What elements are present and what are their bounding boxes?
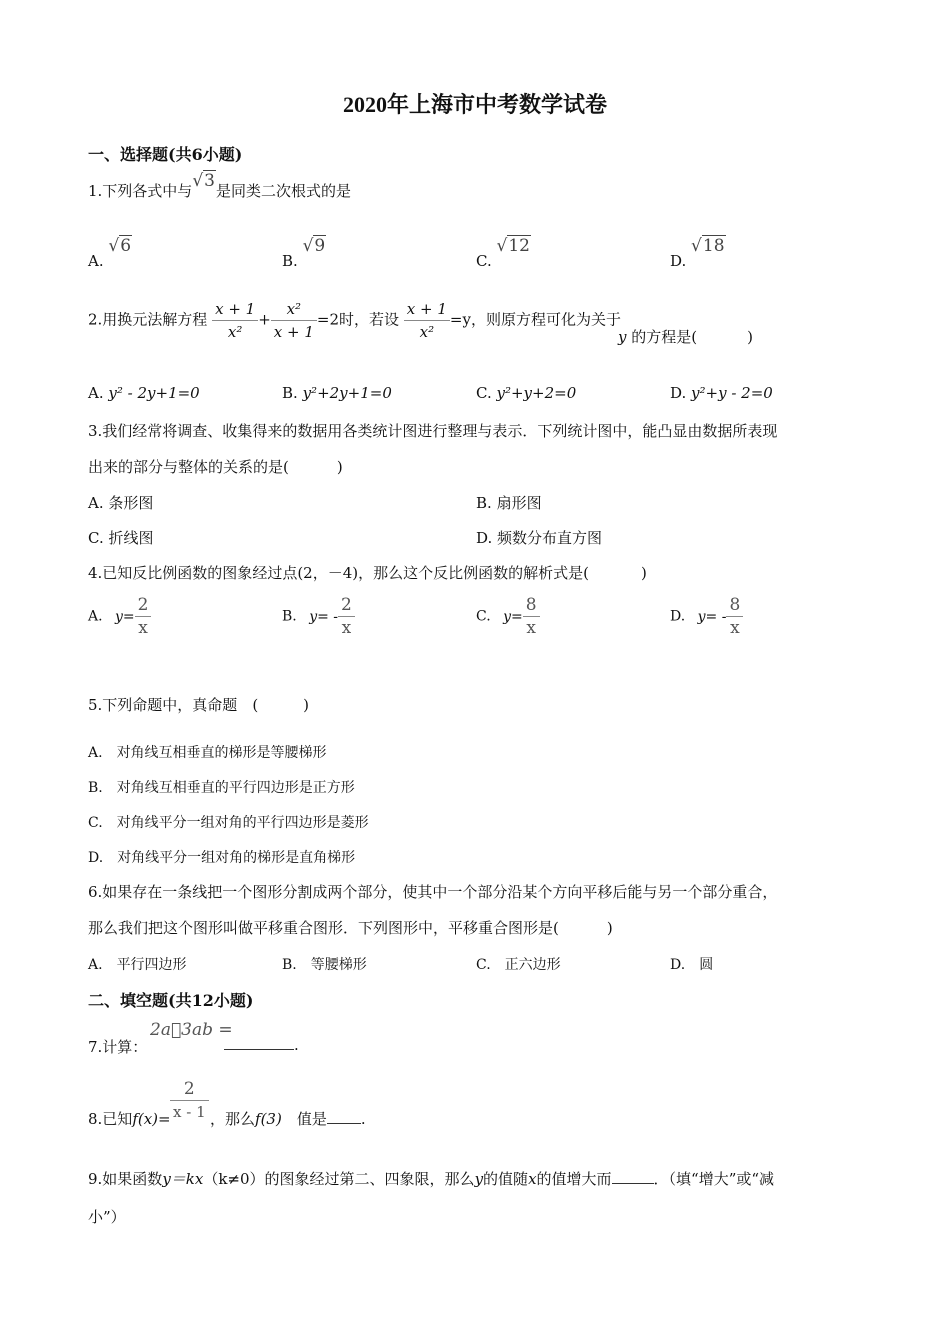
q6-option-d[interactable]: D. 圆 [670,957,714,973]
q5-option-d[interactable]: D. 对角线平分一组对角的梯形是直角梯形 [88,850,356,866]
question-1 [88,171,351,201]
q6-option-c[interactable]: C. 正六边形 [476,957,561,973]
q2-option-b[interactable]: B. y²+2y+1=0 [282,384,392,402]
sqrt-3: √3 [192,171,215,191]
q1-option-d[interactable]: D. √18 [670,236,725,270]
q7-expression: 2a􏿾3ab = [150,1020,233,1040]
q8-answer-blank[interactable] [327,1123,361,1124]
q5-option-c[interactable]: C. 对角线平分一组对角的平行四边形是菱形 [88,815,369,831]
question-2-tail: y 的方程是( ) [618,328,753,346]
q6-option-a[interactable]: A. 平行四边形 [88,957,187,973]
q4-option-a[interactable]: A. y= $\frac{2}{x}$ [88,596,151,637]
page-title: 2020年上海市中考数学试卷 [342,92,607,117]
question-4: 4.已知反比例函数的图象经过点(2，－4)，那么这个反比例函数的解析式是( ) [88,564,647,582]
q3-option-c[interactable]: C. 折线图 [88,529,154,547]
q3-option-a[interactable]: A. 条形图 [88,494,154,512]
q5-option-a[interactable]: A. 对角线互相垂直的梯形是等腰梯形 [88,745,327,761]
question-8: 8.已知f(x)= [88,1110,171,1128]
q4-option-c[interactable]: C. y= $\frac{8}{x}$ [476,596,540,637]
fraction-1: $\frac{x + 1}{\text{x²}}$ [212,300,258,341]
q2-option-c[interactable]: C. y²+y+2=0 [476,384,577,402]
q2-option-d[interactable]: D. y²+y - 2=0 [670,384,773,402]
q1-option-b[interactable]: B. √9 [282,236,326,270]
q5-option-b[interactable]: B. 对角线互相垂直的平行四边形是正方形 [88,780,355,796]
question-3-line-2: 出来的部分与整体的关系的是( ) [88,458,343,476]
question-8-tail: ，那么f(3) 值是 . [210,1110,366,1128]
question-6-line-2: 那么我们把这个图形叫做平移重合图形．下列图形中，平移重合图形是( ) [88,919,613,937]
q6-option-b[interactable]: B. 等腰梯形 [282,957,367,973]
q4-option-d[interactable]: D. y= - $\frac{8}{x}$ [670,596,743,637]
section-heading-choice: 一、选择题(共6小题) [88,145,243,164]
q9-answer-blank[interactable] [612,1183,654,1184]
question-3-line-1: 3.我们经常将调查、收集得来的数据用各类统计图进行整理与表示．下列统计图中，能凸显由数据所表现 [88,422,778,440]
question-9-line-2: 小”） [88,1208,126,1226]
q1-option-a[interactable]: A. √6 [88,236,132,270]
q1-option-c[interactable]: C. √12 [476,236,530,270]
q2-option-a[interactable]: A. y² - 2y+1=0 [88,384,200,402]
question-6-line-1: 6.如果存在一条线把一个图形分割成两个部分，使其中一个部分沿某个方向平移后能与另一个部分重合， [88,883,778,901]
q7-answer-blank[interactable]: . [224,1036,299,1054]
fraction-3: $\frac{x + 1}{\text{x²}}$ [404,300,450,341]
section-heading-fill: 二、填空题(共12小题) [88,991,254,1010]
question-9-line-1: 9.如果函数y＝kx（k≠0）的图象经过第二、四象限，那么y的值随x的值增大而 ．（填“增大”或“减 [88,1170,775,1188]
question-2: 2.用换元法解方程 $\frac{x + 1}{\text{x²}}$ + $\frac{\text{x²}}{x + 1}$ =2时，若设 $\frac{x + 1}{\text{x²}}$ =y，则原方程可化为关于 [88,300,621,341]
question-7: 7.计算： [88,1038,148,1056]
question-1-text-b: 是同类二次根式的是 [215,182,351,200]
question-5: 5.下列命题中，真命题 ( ) [88,696,310,714]
q3-option-d[interactable]: D. 频数分布直方图 [476,529,603,547]
fraction-2: $\frac{\text{x²}}{x + 1}$ [271,300,317,341]
q4-option-b[interactable]: B. y= - $\frac{2}{x}$ [282,596,355,637]
q8-fraction: $\frac{2}{x - 1}$ [170,1080,209,1121]
question-1-text-a: 1.下列各式中与 [88,182,193,200]
q3-option-b[interactable]: B. 扇形图 [476,494,542,512]
